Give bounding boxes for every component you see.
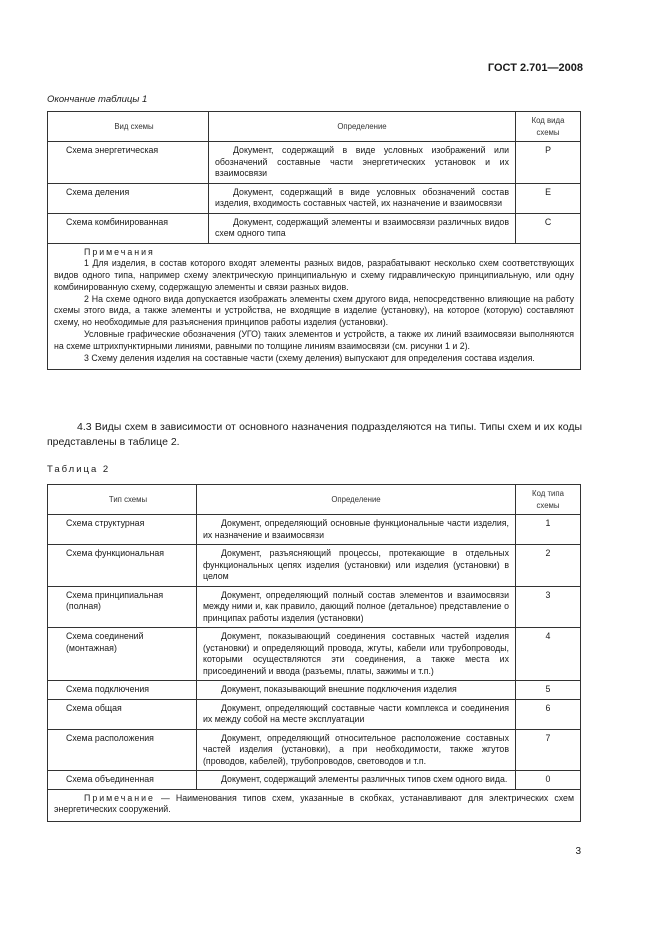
table2-header-definition: Определение	[197, 485, 516, 515]
table2-note	[48, 789, 581, 822]
notes-title: Примечания	[84, 246, 155, 257]
row-definition: Документ, содержащий в виде условных обозначений состав изделия, входимость составных частей, их назначение и взаимосвязи	[209, 183, 516, 213]
page-number: 3	[575, 846, 581, 857]
row-name: Схема функциональная	[48, 545, 197, 587]
table1	[47, 111, 581, 370]
table-row	[48, 771, 581, 790]
note-3: 3 Схему деления изделия на составные части (схему деления) выпускают для определения состава изделия.	[84, 352, 535, 363]
row-definition: Документ, содержащий в виде условных изображений или обозначений составные части энергетических установок и их взаимосвязи	[209, 142, 516, 184]
row-name: Схема принципиальная (полная)	[48, 586, 197, 628]
row-code: 6	[516, 699, 581, 729]
row-definition: Документ, содержащий элементы и взаимосвязи различных видов схем одного типа	[209, 213, 516, 243]
table-row	[48, 729, 581, 771]
row-definition: Документ, определяющий составные части комплекса и соединения их между собой на месте эксплуатации	[197, 699, 516, 729]
note-2: 2 На схеме одного вида допускается изображать элементы схем другого вида, непосредственно влияющие на работу схемы этого вида, а также элементы и устройства, не входящие в изделие (установку), на которое (которую) составляют схему, но необходимые для разъяснения принципов работы изделия (установки).	[54, 293, 574, 328]
table-row	[48, 142, 581, 184]
row-definition: Документ, определяющий полный состав элементов и взаимосвязи между ними и, как правило, дающий полное (детальное) представление о принципах работы изделия (установки)	[197, 586, 516, 628]
row-definition: Документ, показывающий соединения составных частей изделия (установки) и определяющий провода, жгуты, кабели или трубопроводы, которыми осуществляются эти соединения, а также места их присоединений и ввода (разъемы, платы, зажимы и т.п.)	[197, 628, 516, 681]
table2	[47, 484, 581, 822]
row-name: Схема деления	[48, 183, 209, 213]
table2-header-row	[48, 485, 581, 515]
row-code: 3	[516, 586, 581, 628]
table1-notes	[48, 243, 581, 370]
note-label: Примечание	[84, 792, 155, 803]
table-row	[48, 183, 581, 213]
section-paragraph: 4.3 Виды схем в зависимости от основного назначения подразделяются на типы. Типы схем и их коды представлены в таблице 2.	[47, 421, 582, 448]
table2-note-row	[48, 789, 581, 822]
row-code: 1	[516, 515, 581, 545]
row-definition: Документ, содержащий элементы различных типов схем одного вида.	[197, 771, 516, 790]
table2-caption: Таблица 2	[47, 464, 111, 475]
row-name: Схема объединенная	[48, 771, 197, 790]
row-code: 7	[516, 729, 581, 771]
row-name: Схема расположения	[48, 729, 197, 771]
row-name: Схема комбинированная	[48, 213, 209, 243]
table1-header-row	[48, 112, 581, 142]
row-code: 5	[516, 681, 581, 700]
table-row	[48, 681, 581, 700]
row-name: Схема подключения	[48, 681, 197, 700]
table2-header-code: Код типа схемы	[516, 485, 581, 515]
table1-header-definition: Определение	[209, 112, 516, 142]
row-definition: Документ, разъясняющий процессы, протекающие в отдельных функциональных цепях изделия (установки) или изделия (установки) в целом	[197, 545, 516, 587]
table1-notes-row	[48, 243, 581, 370]
table2-header-type: Тип схемы	[48, 485, 197, 515]
row-definition: Документ, показывающий внешние подключения изделия	[197, 681, 516, 700]
table1-caption: Окончание таблицы 1	[47, 94, 148, 105]
table-row	[48, 545, 581, 587]
document-header: ГОСТ 2.701—2008	[487, 62, 583, 74]
row-code: 0	[516, 771, 581, 790]
table-row	[48, 213, 581, 243]
table1-header-code: Код вида схемы	[516, 112, 581, 142]
row-definition: Документ, определяющий основные функциональные части изделия, их назначение и взаимосвязи	[197, 515, 516, 545]
row-code: С	[516, 213, 581, 243]
row-code: Р	[516, 142, 581, 184]
row-code: 4	[516, 628, 581, 681]
note-text: — Наименования типов схем, указанные в скобках, устанавливают для электрических схем энергетических сооружений.	[54, 792, 574, 815]
table-row	[48, 628, 581, 681]
table1-header-type: Вид схемы	[48, 112, 209, 142]
row-name: Схема энергетическая	[48, 142, 209, 184]
row-name: Схема соединений (монтажная)	[48, 628, 197, 681]
row-name: Схема структурная	[48, 515, 197, 545]
table-row	[48, 699, 581, 729]
row-code: Е	[516, 183, 581, 213]
note-1: 1 Для изделия, в состав которого входят элементы разных видов, разрабатывают несколько схем соответствующих видов одного типа, например схему электрическую принципиальную и схему гидравлическую принципиальную, или одну комбинированную схему, содержащую элементы и связи разных видов.	[54, 258, 574, 292]
row-code: 2	[516, 545, 581, 587]
row-definition: Документ, определяющий относительное расположение составных частей изделия (установки), а при необходимости, также жгутов (проводов, кабелей), трубопроводов, световодов и т.п.	[197, 729, 516, 771]
note-2-continued: Условные графические обозначения (УГО) таких элементов и устройств, а также их линий взаимосвязи выполняются на схеме штрихпунктирными линиями, равными по толщине линиям взаимосвязи (см. рисунки 1 и 2).	[54, 329, 574, 351]
row-name: Схема общая	[48, 699, 197, 729]
table-row	[48, 586, 581, 628]
table-row	[48, 515, 581, 545]
